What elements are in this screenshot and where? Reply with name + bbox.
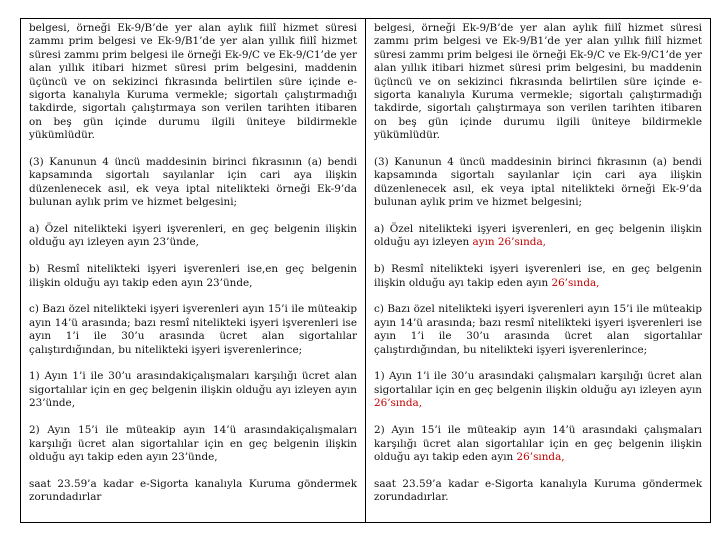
right-paragraph-a-text: a) Özel nitelikteki işyeri işverenleri, en geç belgenin ilişkin olduğu ayı izleyen — [374, 223, 702, 249]
left-paragraph-closing: saat 23.59’a kadar e-Sigorta kanalıyla Kuruma göndermek zorundadırlar — [29, 477, 357, 504]
right-paragraph-2-item-changed: 26’sında, — [516, 450, 565, 463]
right-paragraph-1-item — [374, 370, 702, 410]
right-paragraph-1-item-changed: 26’sında, — [374, 397, 423, 410]
right-paragraph-2-item — [374, 424, 702, 464]
right-paragraph-a-changed: ayın 26’sında, — [472, 236, 546, 249]
left-paragraph-1: belgesi, örneği Ek-9/B’de yer alan aylık fiilî hizmet süresi zammı prim belgesi ve Ek-9/B1’de yer alan yıllık fiilî hizmet süresi zammı prim belgesi ile örneği Ek-9/C ve Ek-9/C1’de yer alan yıllık itibari hizmet süresi prim belgesini, maddenin üçüncü ve on sekizinci fıkrasında belirtilen süre içinde e-sigorta kanalıyla Kuruma vermekle; sigortalı çalıştırmadığı takdirde, sigortalı çalıştırmaya son verilen tarihten itibaren on beş gün içinde durumu ilgili üniteye bildirmekle yükümlüdür. — [29, 22, 357, 142]
left-paragraph-2-item: 2) Ayın 15’i ile müteakip ayın 14’ü arasındakiçalışmaları karşılığı ücret alan sigortalılar için en geç belgenin ilişkin olduğu ayı takip eden ayın 23’ünde, — [29, 424, 357, 463]
left-paragraph-a: a) Özel nitelikteki işyeri işverenleri, en geç belgenin ilişkin olduğu ayı izleyen ayın 23’ünde, — [29, 223, 357, 249]
comparison-table — [20, 18, 711, 523]
left-paragraph-c: c) Bazı özel nitelikteki işyeri işverenleri ayın 15’i ile müteakip ayın 14’ü arasında; bazı resmî nitelikteki işyeri işverenleri ise ayın 1’i ile 30’u arasında ücret alan sigortalılar çalıştırdığından, bu nitelikteki işyeri işverenlerince; — [29, 303, 357, 356]
right-paragraph-b-text: b) Resmî nitelikteki işyeri işverenleri ise, en geç belgenin ilişkin olduğu ayı takip eden ayın — [374, 263, 702, 289]
table-row — [21, 19, 711, 523]
left-paragraph-1-item: 1) Ayın 1’i ile 30’u arasındakiçalışmaları karşılığı ücret alan sigortalılar için en geç belgenin ilişkin olduğu ayı izleyen ayın 23’ünde, — [29, 370, 357, 410]
right-paragraph-closing: saat 23.59’a kadar e-Sigorta kanalıyla Kuruma göndermek zorundadırlar. — [374, 477, 702, 504]
right-paragraph-a — [374, 223, 702, 250]
left-paragraph-2: (3) Kanunun 4 üncü maddesinin birinci fıkrasının (a) bendi kapsamında sigortalı sayılanlar için cari aya ilişkin düzenlenecek asıl, ek veya iptal nitelikteki örneği Ek-9’da bulunan aylık prim ve hizmet belgesini; — [29, 156, 357, 209]
right-paragraph-2-item-text: 2) Ayın 15’i ile müteakip ayın 14’ü arasındaki çalışmaları karşılığı ücret alan sigortalılar için en geç belgenin ilişkin olduğu ayı takip eden ayın — [374, 424, 702, 463]
right-paragraph-1-item-text: 1) Ayın 1’i ile 30’u arasındaki çalışmaları karşılığı ücret alan sigortalılar için en geç belgenin ilişkin olduğu ayı izleyen ayın — [374, 370, 702, 396]
right-column-new-text — [366, 19, 711, 523]
right-paragraph-1: belgesi, örneği Ek-9/B’de yer alan aylık fiilî hizmet süresi zammı prim belgesi ve Ek-9/B1’de yer alan yıllık fiilî hizmet süresi zammı prim belgesi ile örneği Ek-9/C ve Ek-9/C1’de yer alan yıllık itibari hizmet süresi prim belgesini, bu maddenin üçüncü ve on sekizinci fıkrasında belirtilen süre içinde e-sigorta kanalıyla Kuruma vermekle; sigortalı çalıştırmadığı takdirde, sigortalı çalıştırmaya son verilen tarihten itibaren on beş gün içinde durumu ilgili üniteye bildirmekle yükümlüdür. — [374, 22, 702, 142]
right-paragraph-2: (3) Kanunun 4 üncü maddesinin birinci fıkrasının (a) bendi kapsamında sigortalı sayılanlar için cari aya ilişkin düzenlenecek asıl, ek veya iptal nitelikteki örneği Ek-9’da bulunan aylık prim ve hizmet belgesini; — [374, 156, 702, 209]
left-paragraph-b: b) Resmî nitelikteki işyeri işverenleri ise,en geç belgenin ilişkin olduğu ayı takip eden ayın 23’ünde, — [29, 263, 357, 289]
right-paragraph-c: c) Bazı özel nitelikteki işyeri işverenleri ayın 15’i ile müteakip ayın 14’ü arasında; bazı resmî nitelikteki işyeri işverenleri ise ayın 1’i ile 30’u arasında ücret alan sigortalılar çalıştırdığından, bu nitelikteki işyeri işverenlerince; — [374, 303, 702, 356]
left-column-old-text — [21, 19, 366, 523]
right-paragraph-b-changed: 26’sında, — [551, 276, 600, 289]
right-paragraph-b — [374, 263, 702, 290]
